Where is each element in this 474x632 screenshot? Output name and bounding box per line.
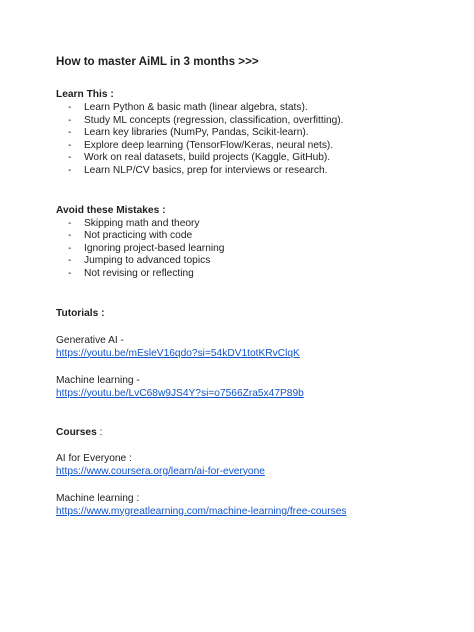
list-item [56, 115, 456, 128]
tutorial-link[interactable]: https://youtu.be/mEsleV16qdo?si=54kDV1totKRvClqK [56, 347, 300, 359]
learn-list [56, 102, 456, 178]
course-link[interactable]: https://www.mygreatlearning.com/machine-learning/free-courses [56, 505, 347, 517]
dash-bullet: - [68, 267, 72, 279]
mistakes-heading: Avoid these Mistakes : [56, 204, 166, 216]
learn-item-text: Learn NLP/CV basics, prep for interviews or research. [84, 164, 328, 176]
dash-bullet: - [68, 230, 72, 242]
dash-bullet: - [68, 127, 72, 139]
course-entry [56, 492, 456, 518]
list-item [56, 165, 456, 178]
mistake-item-text: Not practicing with code [84, 230, 193, 242]
mistake-item-text: Skipping math and theory [84, 217, 200, 229]
learn-item-text: Work on real datasets, build projects (Kaggle, GitHub). [84, 152, 331, 164]
learn-item-text: Study ML concepts (regression, classification, overfitting). [84, 114, 344, 126]
courses-heading: Courses [56, 426, 97, 438]
tutorial-label: Generative AI - [56, 334, 124, 346]
learn-heading: Learn This : [56, 89, 114, 100]
list-item [56, 255, 456, 268]
dash-bullet: - [68, 164, 72, 176]
list-item [56, 152, 456, 165]
course-entry [56, 452, 456, 478]
dash-bullet: - [68, 102, 72, 113]
dash-bullet: - [68, 152, 72, 164]
dash-bullet: - [68, 217, 72, 229]
course-label: Machine learning : [56, 492, 140, 504]
course-label: AI for Everyone : [56, 452, 132, 464]
list-item [56, 268, 456, 281]
learn-item-text: Learn key libraries (NumPy, Pandas, Scikit-learn). [84, 127, 309, 139]
list-item [56, 102, 456, 115]
dash-bullet: - [68, 114, 72, 126]
mistake-item-text: Not revising or reflecting [84, 267, 194, 279]
mistake-item-text: Jumping to advanced topics [84, 255, 211, 267]
mistake-item-text: Ignoring project-based learning [84, 242, 225, 254]
list-item [56, 230, 456, 243]
learn-item-text: Learn Python & basic math (linear algebra, stats). [84, 102, 308, 113]
tutorial-entry [56, 334, 456, 360]
list-item [56, 218, 456, 231]
dash-bullet: - [68, 255, 72, 267]
learn-item-text: Explore deep learning (TensorFlow/Keras, neural nets). [84, 139, 334, 151]
list-item [56, 140, 456, 153]
course-link[interactable]: https://www.coursera.org/learn/ai-for-everyone [56, 465, 265, 477]
tutorials-heading: Tutorials : [56, 307, 105, 319]
tutorial-label: Machine learning - [56, 374, 140, 386]
document-title: How to master AiML in 3 months >>> [56, 55, 259, 68]
courses-heading-line [56, 426, 456, 440]
document-page [56, 54, 456, 518]
tutorial-entry [56, 374, 456, 400]
mistakes-list [56, 218, 456, 281]
courses-heading-suffix: : [96, 426, 103, 438]
dash-bullet: - [68, 139, 72, 151]
list-item [56, 127, 456, 140]
tutorial-link[interactable]: https://youtu.be/LvC68w9JS4Y?si=o7566Zra5x47P89b [56, 387, 304, 399]
list-item [56, 243, 456, 256]
dash-bullet: - [68, 242, 72, 254]
